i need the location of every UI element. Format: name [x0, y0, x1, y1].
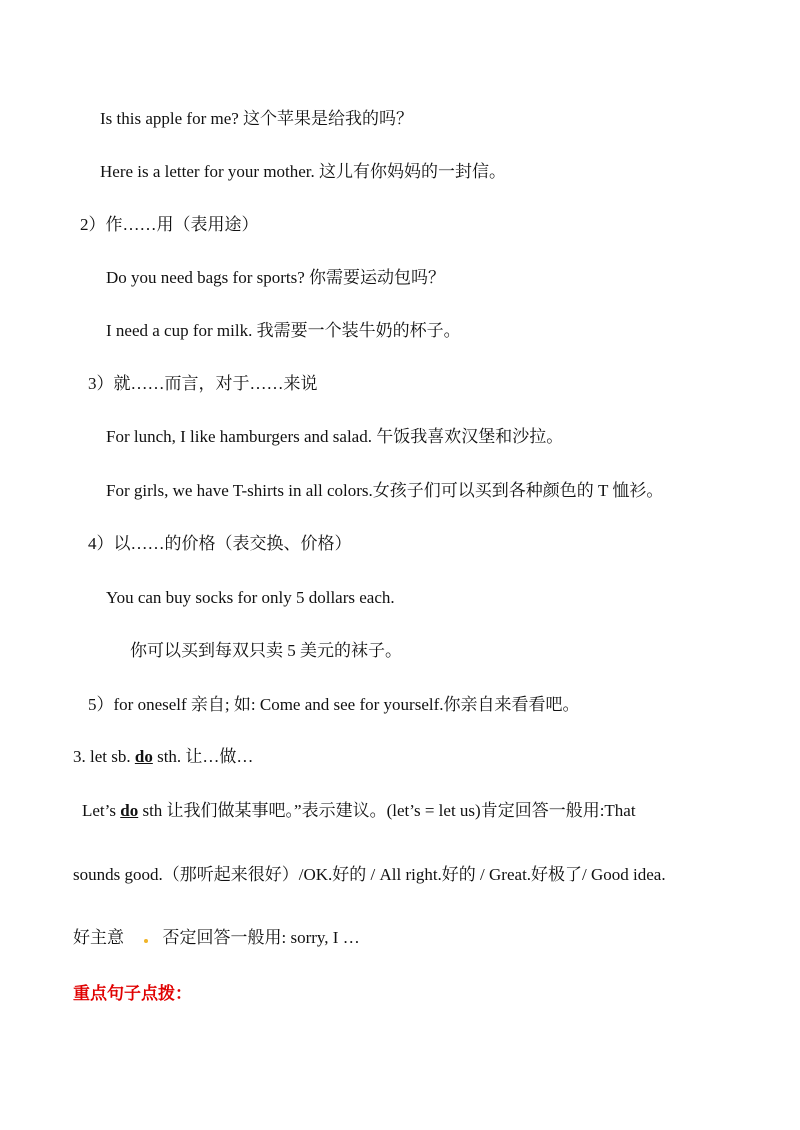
example-apple: Is this apple for me? 这个苹果是给我的吗？	[100, 109, 414, 128]
usage-heading-5: 5）for oneself 亲自; 如: Come and see for yourself.你亲自来看看吧。	[88, 695, 580, 714]
good-idea-translation: 好主意	[73, 928, 124, 947]
example-girls: For girls, we have T-shirts in all colors.女孩子们可以买到各种颜色的 T 恤衫。	[106, 481, 664, 500]
key-sentences-heading: 重点句子点拨：	[73, 984, 192, 1004]
example-bags-text: Do you need bags for sports? 你需要运动包吗？	[106, 268, 446, 287]
example-bags	[106, 267, 445, 289]
example-socks-translation: 你可以买到每双只卖 5 美元的袜子。	[130, 641, 402, 660]
usage-heading-3: 3）就……而言，对于……来说	[88, 374, 318, 393]
example-letter: Here is a letter for your mother. 这儿有你妈妈的一封信。	[100, 162, 507, 181]
let-sb-do: do	[134, 747, 153, 766]
negative-answer-line	[73, 927, 360, 949]
answers-line: sounds good.（那听起来很好）/OK.好的 / All right.好的 / Great.好极了/ Good idea.	[73, 865, 666, 884]
usage-heading-2: 2）作……用（表用途）	[80, 215, 259, 234]
highlight-dot	[144, 939, 148, 943]
section-let-sb-do	[73, 746, 253, 768]
let-sb-suffix: sth. 让…做…	[152, 747, 254, 766]
lets-do-line	[82, 800, 636, 822]
let-sb-prefix: 3. let sb.	[73, 747, 135, 766]
negative-answer-text: 否定回答一般用: sorry, I …	[162, 928, 360, 947]
example-socks: You can buy socks for only 5 dollars each.	[106, 588, 395, 607]
lets-suffix: sth 让我们做某事吧。”表示建议。(let’s = let us)肯定回答一般用:That	[138, 801, 636, 820]
example-cup: I need a cup for milk. 我需要一个装牛奶的杯子。	[106, 321, 461, 340]
lets-prefix: Let’s	[82, 801, 121, 820]
usage-heading-4: 4）以……的价格（表交换、价格）	[88, 534, 352, 553]
lets-do: do	[120, 801, 139, 820]
example-lunch: For lunch, I like hamburgers and salad. 午饭我喜欢汉堡和沙拉。	[106, 427, 564, 446]
